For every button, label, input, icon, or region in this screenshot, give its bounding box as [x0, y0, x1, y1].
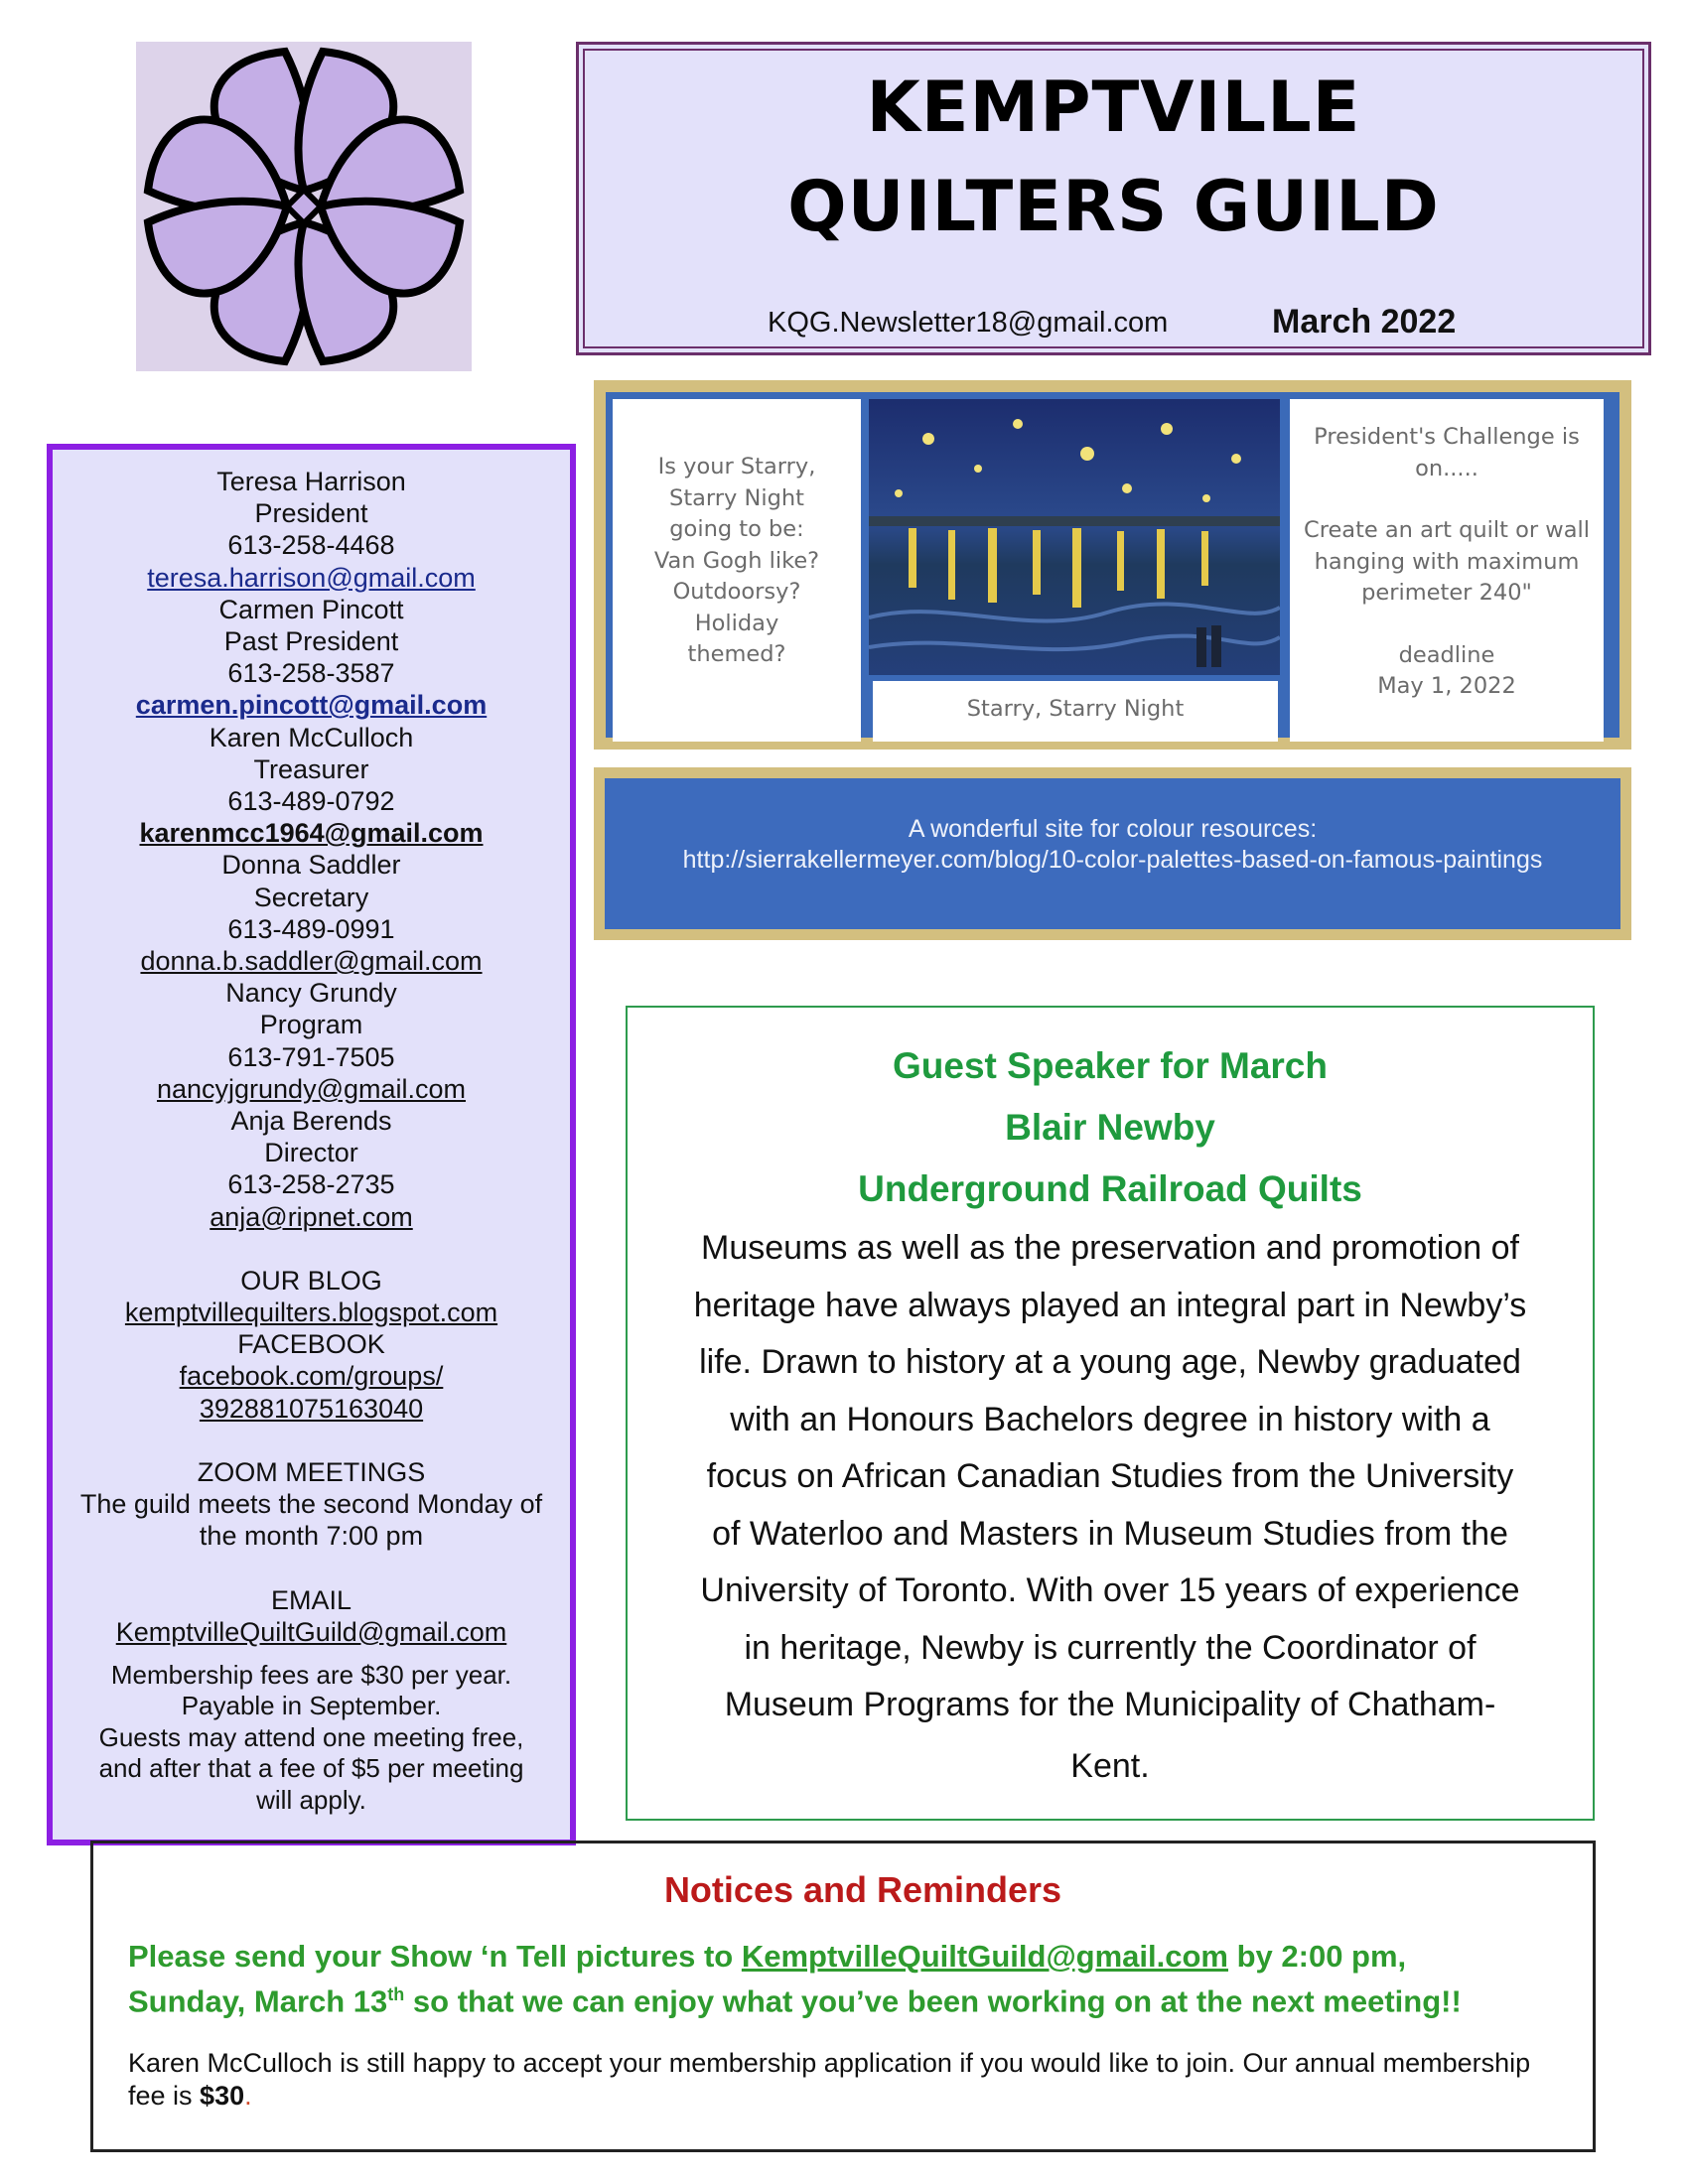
guest-speaker-box: [626, 1006, 1595, 1821]
challenge-line: Create an art quilt or wall: [1303, 517, 1590, 543]
contact-phone: 613-489-0792: [227, 786, 395, 817]
painting-caption-panel: [873, 681, 1278, 742]
bio-line: of Waterloo and Masters in Museum Studies from the: [712, 1514, 1508, 1553]
challenge-line: perimeter 240": [1361, 580, 1532, 606]
bio-line: Museum Programs for the Municipality of Chatham-: [724, 1686, 1496, 1723]
notice-text: Sunday, March 13: [128, 1983, 388, 2019]
contact-name: Teresa Harrison: [216, 467, 406, 496]
speaker-heading: Guest Speaker for March: [893, 1045, 1328, 1086]
notices-box: [90, 1841, 1596, 2152]
contact-role: Secretary: [253, 882, 369, 912]
guild-logo-icon: [136, 42, 472, 371]
newsletter-masthead: [576, 42, 1651, 355]
contact-role: Treasurer: [253, 753, 369, 784]
contact-email-link[interactable]: anja@ripnet.com: [210, 1201, 413, 1232]
bio-line: focus on African Canadian Studies from the University: [706, 1457, 1514, 1495]
question-line: Holiday: [694, 610, 779, 636]
celtic-knot-icon: [136, 42, 472, 371]
facebook-link[interactable]: 392881075163040: [199, 1393, 424, 1424]
contact-email-link[interactable]: donna.b.saddler@gmail.com: [140, 946, 483, 977]
challenge-deadline: deadline: [1398, 641, 1495, 668]
bio-line: heritage have always played an integral part in Newby’s: [693, 1286, 1527, 1324]
zoom-schedule: the month 7:00 pm: [199, 1521, 424, 1552]
contact-name: Karen McCulloch: [209, 722, 414, 752]
question-line: going to be:: [669, 516, 804, 542]
membership-fees-text: Membership fees are $30 per year.: [110, 1659, 512, 1690]
colour-resources-banner: [594, 767, 1631, 940]
contact-role: President: [254, 498, 368, 529]
guild-title-line1: KEMPTVILLE: [866, 67, 1361, 148]
membership-fee-amount: $30: [200, 2081, 245, 2112]
question-line: Is your Starry,: [657, 454, 816, 479]
blog-link[interactable]: kemptvillequilters.blogspot.com: [124, 1297, 498, 1328]
membership-fees-text: Payable in September.: [181, 1691, 442, 1721]
guild-title-line2: QUILTERS GUILD: [787, 166, 1440, 247]
contact-email-link[interactable]: carmen.pincott@gmail.com: [135, 690, 488, 721]
question-line: Outdoorsy?: [672, 579, 801, 605]
starry-night-painting-icon: [869, 399, 1280, 675]
contact-phone: 613-258-4468: [227, 530, 395, 561]
newsletter-email[interactable]: KQG.Newsletter18@gmail.com: [768, 307, 1169, 339]
resources-link[interactable]: http://sierrakellermeyer.com/blog/10-color-palettes-based-on-famous-paintings: [682, 846, 1543, 874]
bio-line: in heritage, Newby is currently the Coordinator of: [744, 1628, 1477, 1667]
contact-email-link[interactable]: nancyjgrundy@gmail.com: [156, 1073, 467, 1104]
guild-email-link[interactable]: KemptvilleQuiltGuild@gmail.com: [115, 1616, 507, 1647]
resources-label: A wonderful site for colour resources:: [908, 815, 1318, 843]
presidents-challenge-banner: [594, 380, 1631, 750]
membership-fees-text: and after that a fee of $5 per meeting: [98, 1753, 524, 1784]
email-heading: EMAIL: [270, 1584, 352, 1615]
contact-sidebar: [47, 444, 576, 1845]
issue-date: March 2022: [1272, 303, 1457, 341]
show-and-tell-notice: [128, 1937, 1558, 2020]
blog-heading: OUR BLOG: [240, 1265, 382, 1296]
notice-text: by 2:00 pm,: [1228, 1939, 1407, 1974]
facebook-heading: FACEBOOK: [237, 1329, 385, 1360]
contact-email-link[interactable]: teresa.harrison@gmail.com: [147, 562, 476, 593]
contact-phone: 613-489-0991: [227, 913, 395, 944]
question-line: Van Gogh like?: [653, 547, 820, 574]
notice-text: Karen McCulloch is still happy to accept your membership application if you would like to join. Our annual membership fee is: [128, 2048, 1531, 2112]
notice-text: so that we can enjoy what you’ve been working on at the next meeting!!: [404, 1983, 1462, 2019]
membership-fees-text: will apply.: [256, 1784, 366, 1815]
contact-name: Anja Berends: [230, 1106, 392, 1137]
contact-role: Program: [259, 1010, 363, 1040]
challenge-deadline: May 1, 2022: [1377, 673, 1516, 699]
challenge-line: hanging with maximum: [1314, 548, 1580, 575]
guild-email-link[interactable]: KemptvilleQuiltGuild@gmail.com: [741, 1939, 1228, 1974]
zoom-heading: ZOOM MEETINGS: [197, 1456, 426, 1487]
notice-superscript: th: [387, 1984, 405, 2004]
speaker-topic: Underground Railroad Quilts: [858, 1168, 1362, 1209]
contact-name: Donna Saddler: [221, 850, 401, 881]
membership-fees-text: Guests may attend one meeting free,: [98, 1721, 524, 1752]
notice-period: .: [244, 2081, 252, 2112]
facebook-link[interactable]: facebook.com/groups/: [179, 1361, 444, 1392]
bio-line: Kent.: [1070, 1746, 1150, 1785]
bio-line: with an Honours Bachelors degree in history with a: [730, 1400, 1490, 1438]
membership-notice: [128, 2047, 1558, 2113]
challenge-panel: [1290, 399, 1604, 742]
contact-phone: 613-258-2735: [227, 1169, 395, 1200]
painting-caption: Starry, Starry Night: [966, 696, 1185, 722]
challenge-line: on.....: [1415, 455, 1478, 481]
contact-role: Past President: [223, 626, 399, 657]
question-line: themed?: [687, 641, 786, 667]
contact-role: Director: [264, 1138, 358, 1168]
question-line: Starry Night: [669, 484, 804, 511]
speaker-name: Blair Newby: [1005, 1107, 1215, 1148]
speaker-bio: [657, 1220, 1563, 1795]
starry-question-panel: [613, 399, 861, 742]
zoom-schedule: The guild meets the second Monday of: [79, 1489, 543, 1520]
contact-phone: 613-258-3587: [227, 658, 395, 689]
bio-line: life. Drawn to history at a young age, Newby graduated: [699, 1343, 1521, 1381]
contact-email-link[interactable]: karenmcc1964@gmail.com: [139, 818, 484, 849]
bio-line: University of Toronto. With over 15 years of experience: [700, 1571, 1520, 1609]
bio-line: Museums as well as the preservation and promotion of: [701, 1229, 1519, 1267]
contact-phone: 613-791-7505: [227, 1041, 395, 1072]
contact-name: Nancy Grundy: [225, 978, 397, 1009]
notices-title: Notices and Reminders: [663, 1869, 1062, 1910]
contact-name: Carmen Pincott: [218, 594, 404, 624]
challenge-line: President's Challenge is: [1314, 424, 1580, 450]
notice-text: Please send your Show ‘n Tell pictures to: [128, 1939, 742, 1974]
